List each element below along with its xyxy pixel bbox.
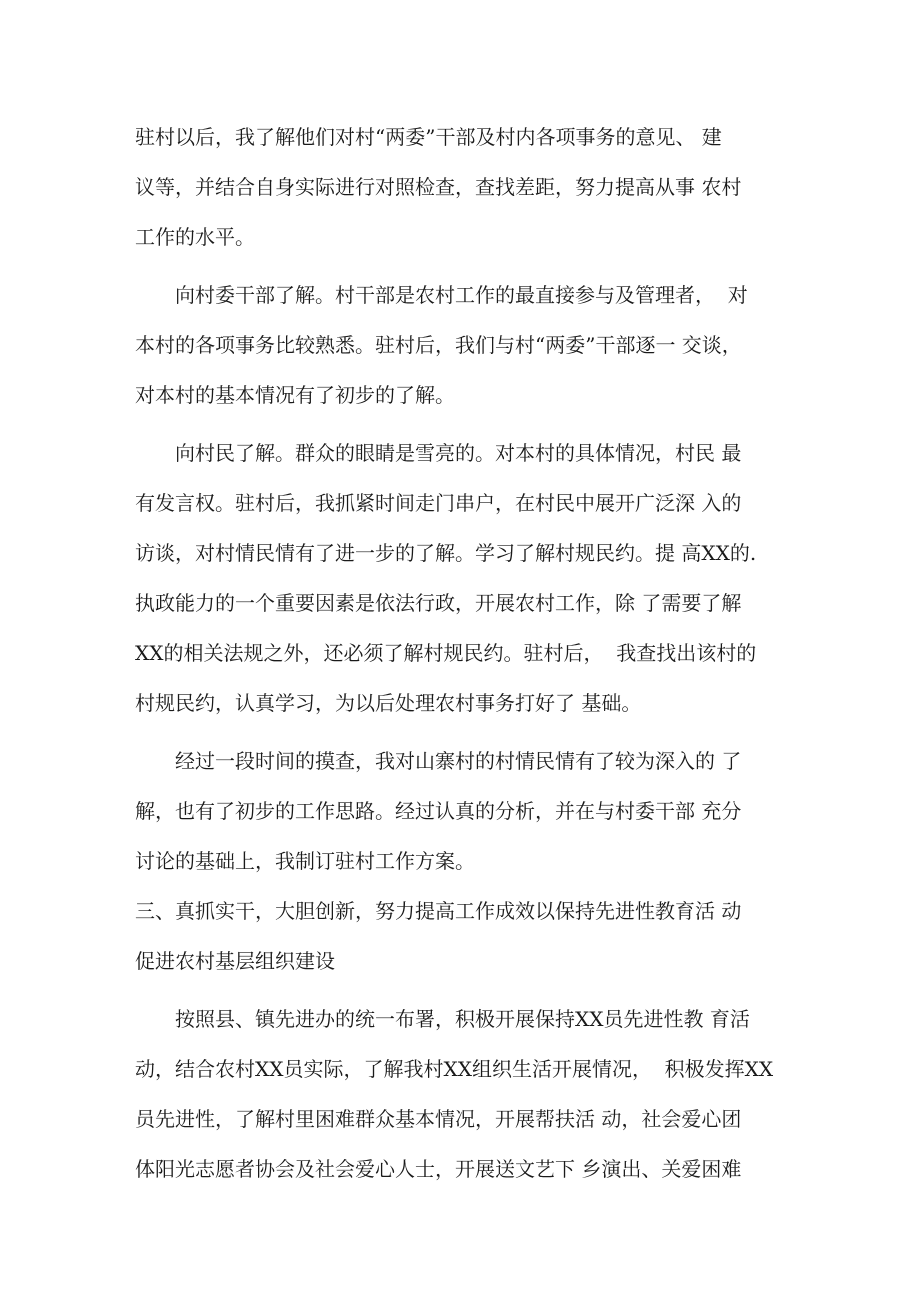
text-line: 动，结合农村XX员实际，了解我村XX组织生活开展情况， 积极发挥XX (135, 1057, 774, 1081)
text-line: 促进农村基层组织建设 (135, 949, 335, 973)
text-line: 经过一段时间的摸查，我对山寨村的村情民情有了较为深入的 了 (175, 749, 742, 773)
text-line: 解，也有了初步的工作思路。经过认真的分析，并在与村委干部 充分 (135, 799, 742, 823)
text-line: 驻村以后，我了解他们对村“两委”干部及村内各项事务的意见、 建 (135, 125, 722, 149)
text-line: 有发言权。驻村后，我抓紧时间走门串户，在村民中展开广泛深 入的 (135, 491, 742, 515)
text-line: 议等，并结合自身实际进行对照检查，查找差距，努力提高从事 农村 (135, 175, 742, 199)
text-line: 村规民约，认真学习，为以后处理农村事务打好了 基础。 (135, 691, 642, 715)
text-line: 向村委干部了解。村干部是农村工作的最直接参与及管理者， 对 (175, 283, 748, 307)
text-line: 体阳光志愿者协会及社会爱心人士，开展送文艺下 乡演出、关爱困难 (135, 1157, 742, 1181)
text-line: 讨论的基础上，我制订驻村工作方案。 (135, 849, 475, 873)
document-body (135, 112, 795, 1194)
text-line: 对本村的基本情况有了初步的了解。 (135, 383, 455, 407)
text-line: 向村民了解。群众的眼睛是雪亮的。对本村的具体情况，村民 最 (175, 441, 742, 465)
text-line: 访谈，对村情民情有了进一步的了解。学习了解村规民约。提 高XX的. (135, 541, 757, 565)
text-line: 执政能力的一个重要因素是依法行政，开展农村工作，除 了需要了解 (135, 591, 742, 615)
text-line: XX的相关法规之外，还必须了解村规民约。驻村后， 我查找出该村的 (135, 641, 757, 665)
text-line: 按照县、镇先进办的统一布署，积极开展保持XX员先进性教 育活 (175, 1007, 750, 1031)
text-line: 工作的水平。 (135, 225, 255, 249)
text-line: 本村的各项事务比较熟悉。驻村后，我们与村“两委”干部逐一 交谈， (135, 333, 742, 357)
text-line: 三、真抓实干，大胆创新，努力提高工作成效以保持先进性教育活 动 (135, 899, 742, 923)
text-line: 员先进性，了解村里困难群众基本情况，开展帮扶活 动，社会爱心团 (135, 1107, 742, 1131)
